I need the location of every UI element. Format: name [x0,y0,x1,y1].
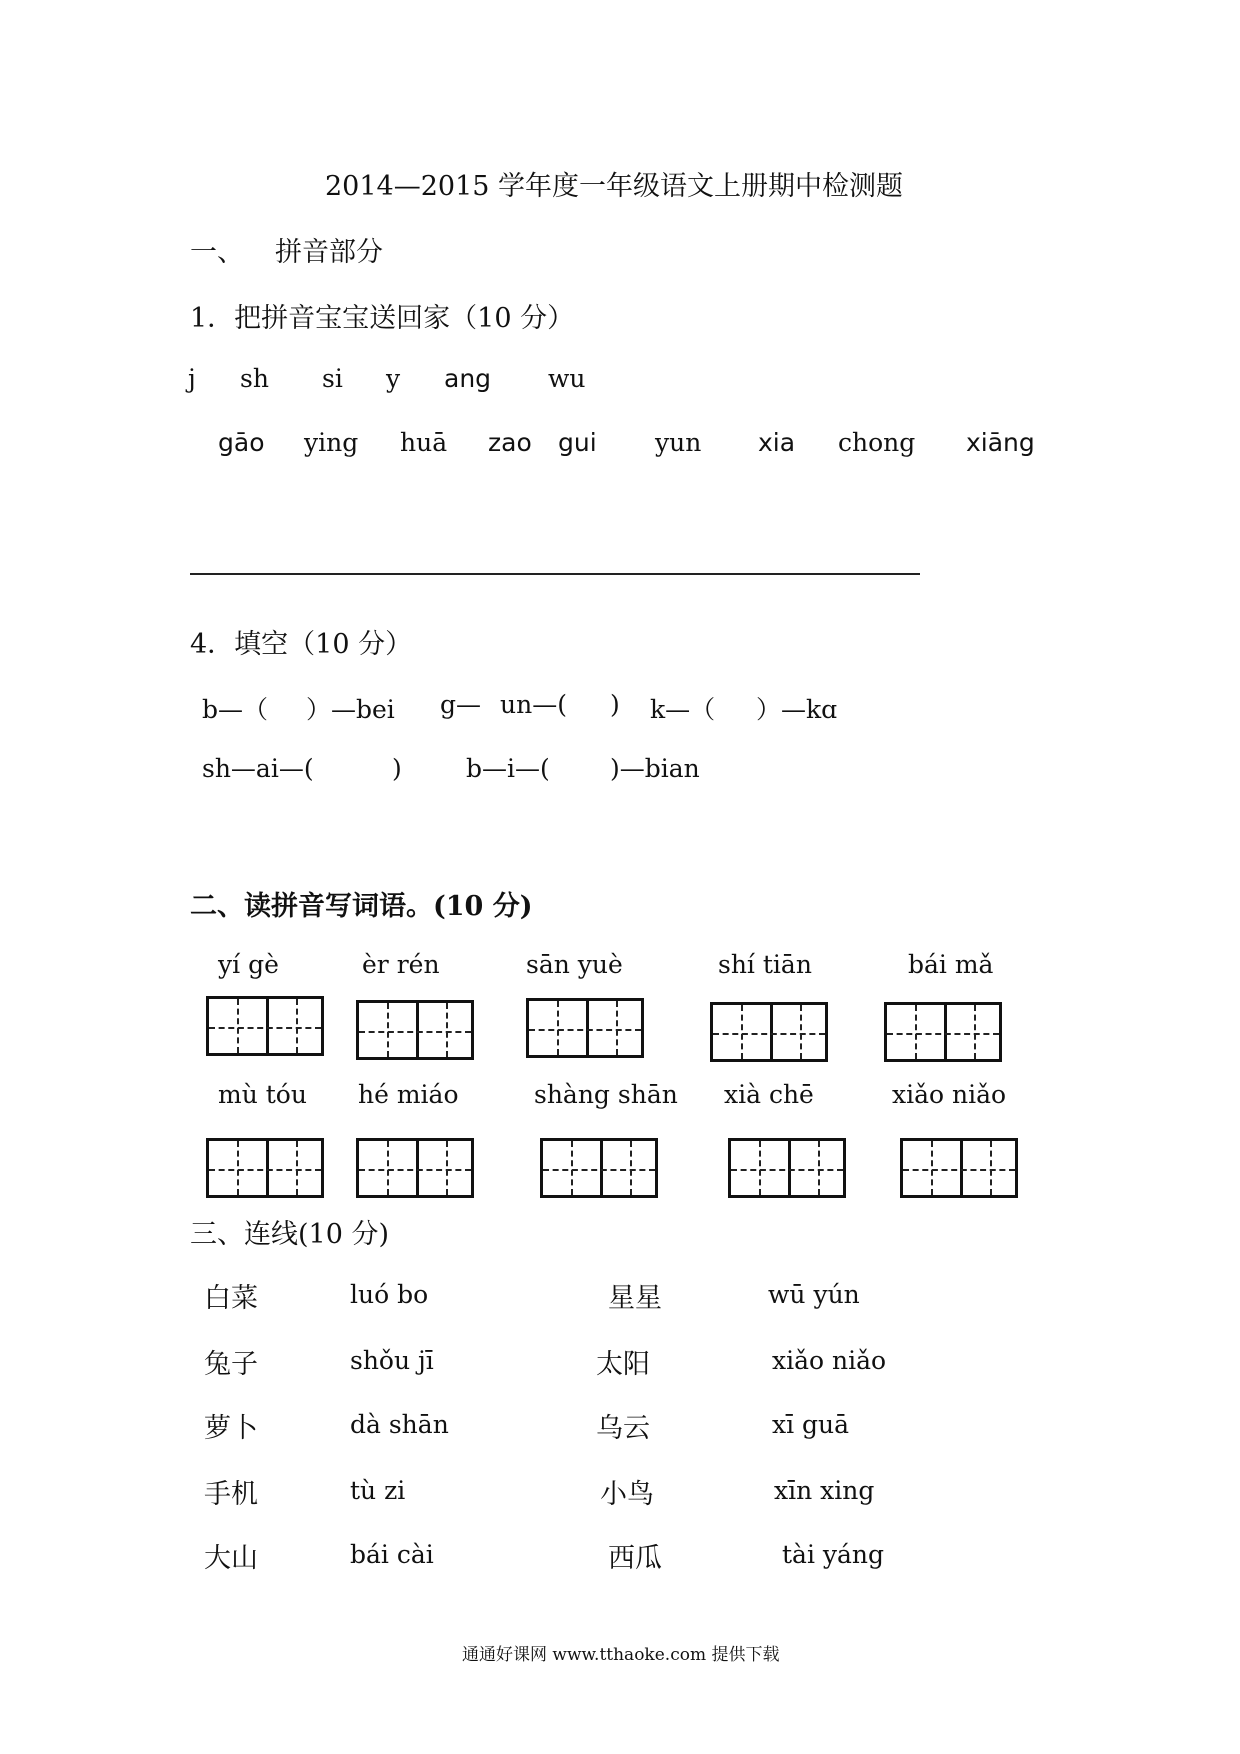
fill-blank-part: ) [610,690,620,719]
fill-blank-part: ）—bei [306,695,395,724]
match-pinyin[interactable]: dà shān [350,1410,449,1439]
fill-blank-part: sh—ai—( [202,754,314,783]
match-pinyin[interactable]: bái cài [350,1540,434,1569]
pinyin-part: wu [548,364,586,393]
match-pinyin[interactable]: tù zi [350,1476,406,1505]
writing-grid[interactable] [710,1002,828,1062]
pinyin-prompt: sān yuè [526,950,623,979]
writing-grid[interactable] [356,1000,474,1060]
section2-heading: 二、读拼音写词语。(10 分) [190,891,533,922]
fill-blank-part: b—i—( [466,754,550,783]
pinyin-word: gāo [218,428,265,457]
writing-grid[interactable] [884,1002,1002,1062]
pinyin-prompt: mù tóu [218,1080,307,1109]
pinyin-prompt: èr rén [362,950,440,979]
pinyin-word: chong [838,428,916,457]
writing-grid[interactable] [540,1138,658,1198]
pinyin-word: xia [758,428,796,457]
fill-blank-part: b—（ [202,695,269,724]
footer-credit: 通通好课网 www.tthaoke.com 提供下载 [462,1645,780,1665]
writing-grid[interactable] [728,1138,846,1198]
section3-heading: 三、连线(10 分) [190,1219,390,1250]
match-word[interactable]: 乌云 [596,1413,650,1444]
match-pinyin[interactable]: xīn xing [774,1476,875,1505]
pinyin-prompt: yí gè [218,950,279,979]
q4-label: 4．填空（10 分） [190,629,413,660]
pinyin-part: si [322,364,343,393]
pinyin-word: yun [655,428,702,457]
match-word[interactable]: 太阳 [596,1349,650,1380]
fill-blank-part: un—( [500,690,567,719]
pinyin-prompt: shí tiān [718,950,812,979]
writing-grid[interactable] [206,1138,324,1198]
match-word[interactable]: 小鸟 [600,1479,654,1510]
match-word[interactable]: 大山 [204,1543,258,1574]
writing-grid[interactable] [900,1138,1018,1198]
match-word[interactable]: 手机 [204,1479,258,1510]
fill-blank-part: ) [392,754,402,783]
match-pinyin[interactable]: xī guā [772,1410,850,1439]
pinyin-prompt: xiǎo niǎo [892,1080,1007,1109]
pinyin-part: sh [240,364,269,393]
match-pinyin[interactable]: wū yún [768,1280,860,1309]
writing-grid[interactable] [526,998,644,1058]
pinyin-word: ying [304,428,359,457]
pinyin-prompt: shàng shān [534,1080,678,1109]
match-pinyin[interactable]: luó bo [350,1280,429,1309]
pinyin-part: y [386,364,401,393]
pinyin-word: gui [558,428,597,457]
match-word[interactable]: 兔子 [204,1349,258,1380]
writing-grid[interactable] [356,1138,474,1198]
fill-blank-part: )—bian [610,754,700,783]
pinyin-prompt: bái mǎ [908,950,994,979]
section1-heading: 拼音部分 [275,237,383,268]
section1-number: 一、 [190,237,244,268]
fill-blank-part: k—（ [650,695,716,724]
match-pinyin[interactable]: xiǎo niǎo [772,1346,887,1375]
match-word[interactable]: 星星 [608,1283,662,1314]
fill-blank-part: ）—kɑ [756,695,838,724]
fill-blank-part: g— [440,690,482,719]
match-word[interactable]: 白菜 [204,1283,258,1314]
match-word[interactable]: 萝卜 [204,1413,258,1444]
match-pinyin[interactable]: tài yáng [782,1540,885,1569]
pinyin-part: ang [444,364,492,393]
q1-label: 1．把拼音宝宝送回家（10 分） [190,303,575,334]
writing-grid[interactable] [206,996,324,1056]
pinyin-word: huā [400,428,448,457]
pinyin-part: j [188,364,196,393]
pinyin-word: xiāng [966,428,1035,457]
pinyin-prompt: hé miáo [358,1080,459,1109]
pinyin-prompt: xià chē [724,1080,814,1109]
pinyin-word: zao [488,428,532,457]
page-title: 2014—2015 学年度一年级语文上册期中检测题 [325,171,904,202]
answer-line [190,573,920,575]
match-pinyin[interactable]: shǒu jī [350,1346,434,1375]
match-word[interactable]: 西瓜 [608,1543,662,1574]
